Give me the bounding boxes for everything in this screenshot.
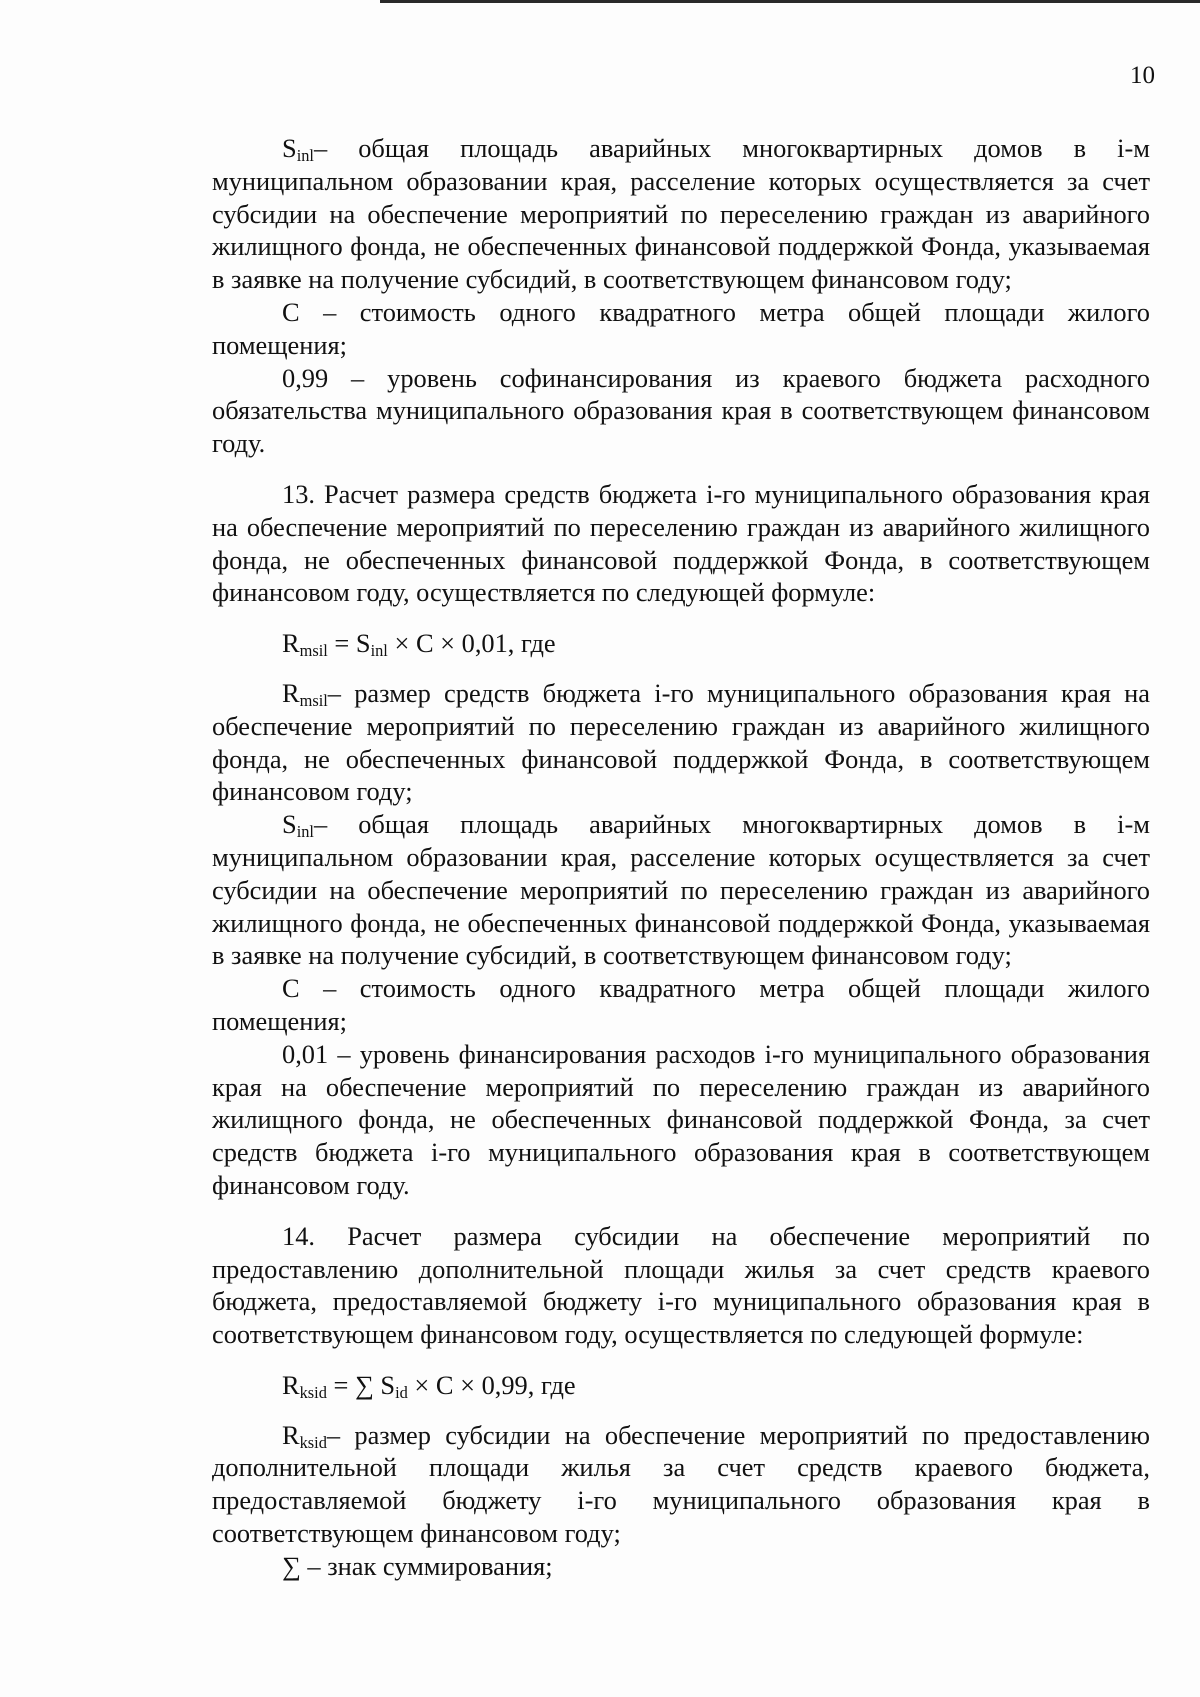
definition-text: – общая площадь аварийных многоквартирных домов в i-м муниципальном образовании края, расселение которых осуществляется за счет субсидии на обеспечение мероприятий по переселению граждан из аварийного жилищного фонда, не обеспеченных финансовой поддержкой Фонда, указываемая в заявке на получение субсидий, в соответствующем финансовом году;: [212, 809, 1150, 971]
page-number: 10: [1130, 62, 1155, 89]
definition-r-ksid: [212, 1419, 1150, 1550]
body-text: [212, 132, 1150, 1583]
subscript: ksid: [299, 1432, 327, 1452]
symbol: S: [282, 133, 297, 163]
definition-c-2: С – стоимость одного квадратного метра общей площади жилого помещения;: [212, 973, 1150, 1036]
formula-subscript: inl: [370, 641, 388, 661]
top-rule: [380, 0, 1200, 3]
formula-symbol: S: [380, 1369, 396, 1400]
paragraph-13: 13. Расчет размера средств бюджета i-го муниципального образования края на обеспечение мероприятий по переселению граждан из аварийного жилищного фонда, не обеспеченных финансовой поддержкой Фонда, в соответствующем финансовом году, осуществляется по следующей формуле:: [212, 478, 1150, 608]
formula-symbol: R: [282, 1369, 300, 1400]
definition-s-inl-2: [212, 808, 1150, 972]
formula-subscript: id: [395, 1382, 408, 1402]
definition-099: 0,99 – уровень софинансирования из краевого бюджета расходного обязательства муниципального образования края в соответствующем финансовом году.: [212, 362, 1150, 459]
formula-rest: × C × 0,99, где: [407, 1369, 576, 1400]
definition-text: – общая площадь аварийных многоквартирных домов в i-м муниципальном образовании края, расселение которых осуществляется за счет субсидии на обеспечение мероприятий по переселению граждан из аварийного жилищного фонда, не обеспеченных финансовой поддержкой Фонда, указываемая в заявке на получение субсидий, в соответствующем финансовом году;: [212, 133, 1150, 295]
formula-r-ksid: [212, 1369, 1150, 1402]
definition-text: – размер субсидии на обеспечение мероприятий по предоставлению дополнительной площади жилья за счет средств краевого бюджета, предоставляемой бюджету i-го муниципального образования края в соответствующем финансовом году;: [212, 1419, 1150, 1549]
definition-r-msil: [212, 677, 1150, 808]
paragraph-14: 14. Расчет размера субсидии на обеспечение мероприятий по предоставлению дополнительной площади жилья за счет средств краевого бюджета, предоставляемой бюджету i-го муниципального образования края в соответствующем финансовом году, осуществляется по следующей формуле:: [212, 1220, 1150, 1350]
formula-r-msil: [212, 627, 1150, 660]
symbol: R: [282, 677, 300, 708]
definition-sum-sign: ∑ – знак суммирования;: [282, 1550, 553, 1581]
formula-rest: × C × 0,01, где: [387, 628, 556, 659]
formula-subscript: msil: [299, 641, 328, 661]
formula-operator: =: [327, 628, 356, 659]
symbol: S: [282, 809, 297, 840]
subscript: msil: [299, 690, 328, 710]
symbol: R: [282, 1419, 300, 1450]
definition-text: – размер средств бюджета i-го муниципального образования края на обеспечение мероприятий по переселению граждан из аварийного жилищного фонда, не обеспеченных финансовой поддержкой Фонда, в соответствующем финансовом году;: [212, 677, 1150, 807]
definition-c: С – стоимость одного квадратного метра общей площади жилого помещения;: [212, 296, 1150, 360]
formula-subscript: ksid: [299, 1382, 327, 1402]
subscript: inl: [296, 822, 314, 842]
definition-001: 0,01 – уровень финансирования расходов i-го муниципального образования края на обеспечение мероприятий по переселению граждан из аварийного жилищного фонда, не обеспеченных финансовой поддержкой Фонда, за счет средств бюджета i-го муниципального образования края в соответствующем финансовом году.: [212, 1038, 1150, 1200]
definition-s-inl: [212, 132, 1150, 296]
subscript: inl: [296, 146, 314, 165]
formula-symbol: S: [355, 628, 371, 659]
formula-symbol: R: [282, 628, 300, 659]
formula-operator: = ∑: [326, 1369, 381, 1400]
